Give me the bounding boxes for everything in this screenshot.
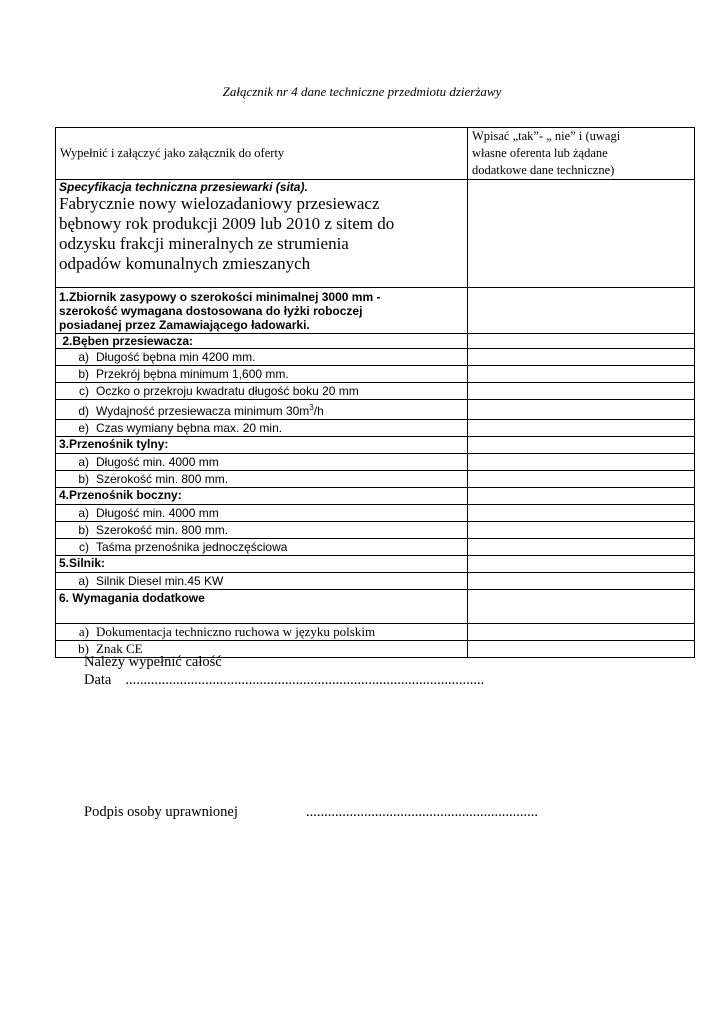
item-text: Znak CE	[96, 641, 143, 656]
answer-cell[interactable]	[468, 556, 695, 573]
answer-cell[interactable]	[468, 590, 695, 624]
item-letter: e)	[78, 421, 89, 435]
list-item	[56, 624, 468, 641]
answer-cell[interactable]	[468, 471, 695, 488]
list-item	[56, 349, 468, 366]
section-side-conveyor: 4.Przenośnik boczny:	[56, 488, 468, 505]
answer-cell[interactable]	[468, 420, 695, 437]
spec-row	[56, 180, 695, 288]
item-letter: a)	[78, 455, 89, 469]
item-text: Wydajność przesiewacza minimum 30m	[96, 404, 310, 418]
item-superscript: 3	[309, 403, 314, 412]
fill-all-note: Należy wypełnić całość	[84, 654, 222, 670]
list-item	[56, 400, 468, 420]
signature-label: Podpis osoby uprawnionej	[84, 804, 238, 820]
header-answer-line: dodatkowe dane techniczne)	[472, 163, 615, 177]
list-item	[56, 505, 468, 522]
item-letter: b)	[78, 641, 89, 656]
section-rear-conveyor: 3.Przenośnik tylny:	[56, 437, 468, 454]
spec-line: odzysku frakcji mineralnych ze strumienia	[59, 234, 349, 253]
section-line: 1.Zbiornik zasypowy o szerokości minimalnej 3000 mm -	[59, 290, 381, 304]
item-text: Czas wymiany bębna max. 20 min.	[96, 421, 283, 435]
answer-cell[interactable]	[468, 454, 695, 471]
list-item	[56, 471, 468, 488]
list-item	[56, 539, 468, 556]
answer-cell[interactable]	[468, 624, 695, 641]
spec-line: Fabrycznie nowy wielozadaniowy przesiewacz	[59, 194, 380, 213]
item-text: Długość min. 4000 mm	[96, 506, 219, 520]
item-suffix: /h	[313, 404, 324, 418]
section-drum: 2.Bęben przesiewacza:	[56, 334, 468, 349]
header-answer-instruction	[468, 128, 695, 180]
date-label: Data	[84, 672, 112, 688]
header-answer-line: Wpisać „tak”- „ nie” i (uwagi	[472, 129, 621, 143]
document-title: Załącznik nr 4 dane techniczne przedmiotu dzierżawy	[222, 84, 502, 99]
answer-cell[interactable]	[468, 366, 695, 383]
list-item	[56, 573, 468, 590]
answer-cell[interactable]	[468, 437, 695, 454]
list-item	[56, 383, 468, 400]
spec-line: bębnowy rok produkcji 2009 lub 2010 z sitem do	[59, 214, 395, 233]
answer-cell[interactable]	[468, 488, 695, 505]
table-header-row	[56, 128, 695, 180]
answer-cell[interactable]	[468, 383, 695, 400]
item-text: Długość min. 4000 mm	[96, 455, 219, 469]
item-text: Taśma przenośnika jednoczęściowa	[96, 540, 288, 554]
technical-specs-table	[55, 127, 695, 658]
spec-description-cell	[56, 180, 468, 288]
item-letter: a)	[78, 506, 89, 520]
signature-line	[84, 804, 238, 821]
answer-cell[interactable]	[468, 641, 695, 658]
header-instruction: Wypełnić i załączyć jako załącznik do oferty	[56, 128, 468, 180]
answer-cell[interactable]	[468, 400, 695, 420]
item-letter: b)	[78, 523, 89, 537]
section-line: posiadanej przez Zamawiającego ładowarki.	[59, 318, 310, 332]
item-text: Przekrój bębna minimum 1,600 mm.	[96, 367, 289, 381]
answer-cell[interactable]	[468, 539, 695, 556]
answer-cell[interactable]	[468, 334, 695, 349]
list-item	[56, 366, 468, 383]
item-letter: b)	[78, 472, 89, 486]
item-letter: c)	[79, 384, 89, 398]
item-text: Szerokość min. 800 mm.	[96, 523, 229, 537]
list-item	[56, 522, 468, 539]
spec-body	[59, 194, 464, 274]
item-letter: d)	[78, 404, 89, 418]
list-item	[56, 454, 468, 471]
answer-cell[interactable]	[468, 180, 695, 288]
item-letter: c)	[79, 540, 89, 554]
section-hopper	[56, 288, 468, 334]
answer-cell[interactable]	[468, 349, 695, 366]
spec-line: odpadów komunalnych zmieszanych	[59, 254, 311, 273]
item-text: Silnik Diesel min.45 KW	[96, 574, 224, 588]
date-line	[84, 672, 484, 689]
signature-field[interactable]: ................................................................	[306, 804, 538, 820]
section-additional: 6. Wymagania dodatkowe	[56, 590, 468, 624]
date-field[interactable]: ...................................................................................................	[125, 672, 485, 688]
item-text: Oczko o przekroju kwadratu długość boku 20 mm	[96, 384, 359, 398]
item-text: Szerokość min. 800 mm.	[96, 472, 229, 486]
list-item	[56, 420, 468, 437]
answer-cell[interactable]	[468, 288, 695, 334]
spec-label: Specyfikacja techniczna przesiewarki (sita).	[59, 180, 308, 194]
item-letter: b)	[78, 367, 89, 381]
section-line: szerokość wymagana dostosowana do łyżki roboczej	[59, 304, 363, 318]
header-answer-line: własne oferenta lub żądane	[472, 146, 608, 160]
answer-cell[interactable]	[468, 522, 695, 539]
answer-cell[interactable]	[468, 505, 695, 522]
item-text: Długość bębna min 4200 mm.	[96, 350, 256, 364]
answer-cell[interactable]	[468, 573, 695, 590]
section-engine: 5.Silnik:	[56, 556, 468, 573]
item-letter: a)	[78, 574, 89, 588]
item-text: Dokumentacja techniczno ruchowa w języku polskim	[96, 624, 376, 639]
item-letter: a)	[78, 350, 89, 364]
section-row-hopper	[56, 288, 695, 334]
item-letter: a)	[78, 624, 89, 639]
